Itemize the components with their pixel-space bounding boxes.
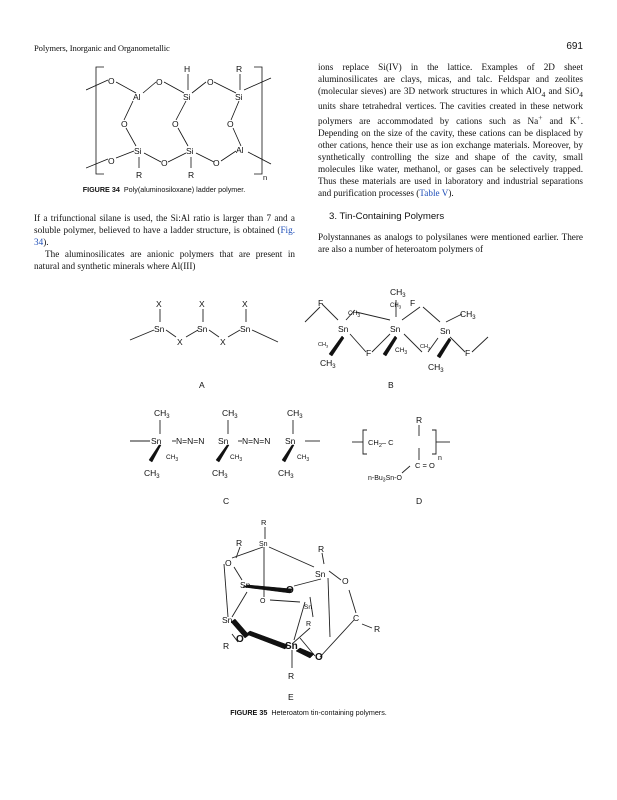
- repeat-n: n: [263, 173, 268, 182]
- atom-o: O: [260, 598, 266, 605]
- methyl: $CH_3$: [222, 408, 238, 420]
- methyl: $CH_3$: [395, 347, 408, 356]
- figure-35-caption: [0, 708, 617, 717]
- methyl: $CH_3$: [318, 342, 329, 349]
- azide-bridge: N=N=N: [176, 436, 205, 446]
- atom-o: O: [121, 119, 128, 129]
- atom-x: X: [156, 299, 162, 309]
- methyl: $CH_3$: [390, 287, 406, 299]
- atom-o: O: [108, 156, 115, 166]
- atom-sn: Sn: [315, 569, 326, 579]
- atom-f: F: [318, 298, 324, 308]
- atom-si: Si: [183, 92, 191, 102]
- atom-x: X: [242, 299, 248, 309]
- bracket-right: [254, 67, 262, 174]
- atom-sn: Sn: [240, 580, 251, 590]
- atom-r: R: [136, 170, 143, 180]
- atom-r: R: [288, 671, 295, 681]
- text: and K: [542, 116, 577, 127]
- methyl: $CH_3$: [230, 454, 243, 463]
- text: . Depending on the size of the cavity, these cations can be displaced by other cations, hence their use as ion exchange materials. Moreover, by synthetically controlling the size and shape of the cavity, small molecules like water, methanol, or gases can be selectively trapped. Thus these materials are used in laboratory and industrial separations and purification processes (: [318, 116, 584, 198]
- methyl: $CH_3$: [154, 408, 170, 420]
- atom-o: O: [342, 576, 349, 586]
- paragraph: [34, 213, 295, 249]
- atom-o: O: [236, 634, 244, 645]
- text: units share tetrahedral vertices. The cavities created in these network polymers are accommodated by cations such as Na: [318, 100, 583, 127]
- atom-si: Si: [235, 92, 243, 102]
- atom-x: X: [199, 299, 205, 309]
- atom-si: Si: [134, 146, 142, 156]
- methyl: $CH_3$: [212, 468, 228, 480]
- superscript: +: [538, 113, 543, 123]
- atom-sn: Sn: [240, 324, 251, 334]
- panel-label-d: D: [416, 496, 423, 506]
- left-column: [34, 213, 295, 273]
- atom-o: O: [108, 76, 115, 86]
- methyl: $CH_3$: [144, 468, 160, 480]
- page-number: 691: [566, 41, 583, 52]
- figure-link[interactable]: Fig. 34: [34, 224, 295, 247]
- figure-35-label: FIGURE 35: [230, 708, 268, 717]
- text: ).: [448, 187, 454, 198]
- text: ).: [43, 236, 49, 247]
- figure-34-ladder-polymer: [86, 60, 282, 182]
- panel-label-e: E: [288, 692, 294, 702]
- atom-sn: Sn: [338, 324, 349, 334]
- atom-sn: Sn: [390, 324, 401, 334]
- atom-x: X: [220, 337, 226, 347]
- methyl: $CH_3$: [297, 454, 310, 463]
- atom-r: R: [318, 544, 325, 554]
- bracket-left: [96, 67, 104, 174]
- atom-sn: Sn: [151, 436, 162, 446]
- atom-o: O: [315, 652, 323, 663]
- methylene: $CH_2-$ C: [368, 438, 394, 449]
- atom-r: R: [236, 64, 243, 74]
- panel-label-b: B: [388, 380, 394, 390]
- atom-sn: Sn: [154, 324, 165, 334]
- atom-o: O: [213, 158, 220, 168]
- atom-r: R: [306, 621, 312, 628]
- atom-f: F: [366, 348, 372, 358]
- panel-label-a: A: [199, 380, 205, 390]
- atom-o: O: [286, 585, 294, 596]
- atom-r: R: [236, 538, 243, 548]
- paragraph: Polystannanes as analogs to polysilanes were mentioned earlier. There are also a number of heteroatom polymers of: [318, 231, 583, 254]
- atom-o: O: [172, 119, 179, 129]
- atom-x: X: [177, 337, 183, 347]
- figure-35-tin-polymers: [110, 282, 510, 702]
- panel-label-c: C: [223, 496, 230, 506]
- paragraph: The aluminosilicates are anionic polymers that are present in natural and synthetic minerals where Al(III): [34, 248, 295, 271]
- methyl: $CH_3$: [278, 468, 294, 480]
- section-heading: 3. Tin-Containing Polymers: [329, 210, 445, 222]
- text: If a trifunctional silane is used, the Si:Al ratio is larger than 7 and a soluble polymer, believed to have a ladder structure, is obtained (: [34, 213, 295, 235]
- methyl: $CH_3$: [348, 310, 361, 319]
- atom-o: O: [225, 558, 232, 568]
- subscript: 4: [579, 89, 583, 99]
- methyl: $CH_3$: [166, 454, 179, 463]
- atom-o: O: [156, 77, 163, 87]
- atom-f: F: [410, 298, 416, 308]
- atom-r: R: [223, 641, 230, 651]
- methyl: $CH_3$: [428, 362, 444, 374]
- atom-h: H: [184, 64, 191, 74]
- atom-sn: Sn: [222, 615, 233, 625]
- atom-o: O: [207, 77, 214, 87]
- figure-34-caption: [34, 185, 294, 194]
- atom-sn: Sn: [218, 436, 229, 446]
- atom-r: R: [416, 415, 423, 425]
- right-column: [318, 62, 583, 256]
- atom-al: Al: [133, 92, 141, 102]
- figure-35-caption-text: Heteroatom tin-containing polymers.: [271, 708, 387, 717]
- atom-sn: Sn: [285, 436, 296, 446]
- atom-sn: Sn: [259, 541, 268, 548]
- table-link[interactable]: Table V: [419, 187, 449, 198]
- superscript: +: [576, 113, 581, 123]
- atom-si: Si: [186, 146, 194, 156]
- atom-f: F: [465, 348, 471, 358]
- paragraph: [318, 62, 583, 200]
- running-title: Polymers, Inorganic and Organometallic: [34, 43, 170, 53]
- atom-r: R: [261, 518, 267, 527]
- atom-r: R: [188, 170, 195, 180]
- atom-al: Al: [236, 145, 244, 155]
- methyl: $CH_3$: [320, 358, 336, 370]
- tributyltin: $n-Bu_3Sn-O$: [368, 475, 402, 484]
- figure-34-label: FIGURE 34: [82, 185, 120, 194]
- figure-34-caption-text: Poly(aluminosiloxane) ladder polymer.: [123, 185, 246, 194]
- atom-r: R: [374, 624, 381, 634]
- repeat-n: n: [438, 455, 442, 462]
- text: ions replace Si(IV) in the lattice. Examples of 2D sheet aluminosilicates are clays, micas, and talc. Feldspar and zeolites (molecular sieves) are 3D network structures in which AlO: [318, 62, 583, 96]
- methyl: $CH_3$: [390, 303, 402, 310]
- carbonyl: C = O: [415, 461, 435, 470]
- atom-sn: Sn: [440, 326, 451, 336]
- atom-sn: Sn: [285, 641, 298, 652]
- atom-sn: Sn: [197, 324, 208, 334]
- subscript: 4: [541, 89, 546, 99]
- atom-c: C: [353, 613, 360, 623]
- methyl: $CH_3$: [287, 408, 303, 420]
- atom-sn: Sn: [304, 604, 312, 611]
- atom-o: O: [161, 158, 168, 168]
- methyl: $CH_3$: [420, 344, 431, 351]
- text: and SiO: [545, 85, 580, 96]
- methyl: $CH_3$: [460, 309, 476, 321]
- azide-bridge: N=N=N: [242, 436, 271, 446]
- atom-o: O: [227, 119, 234, 129]
